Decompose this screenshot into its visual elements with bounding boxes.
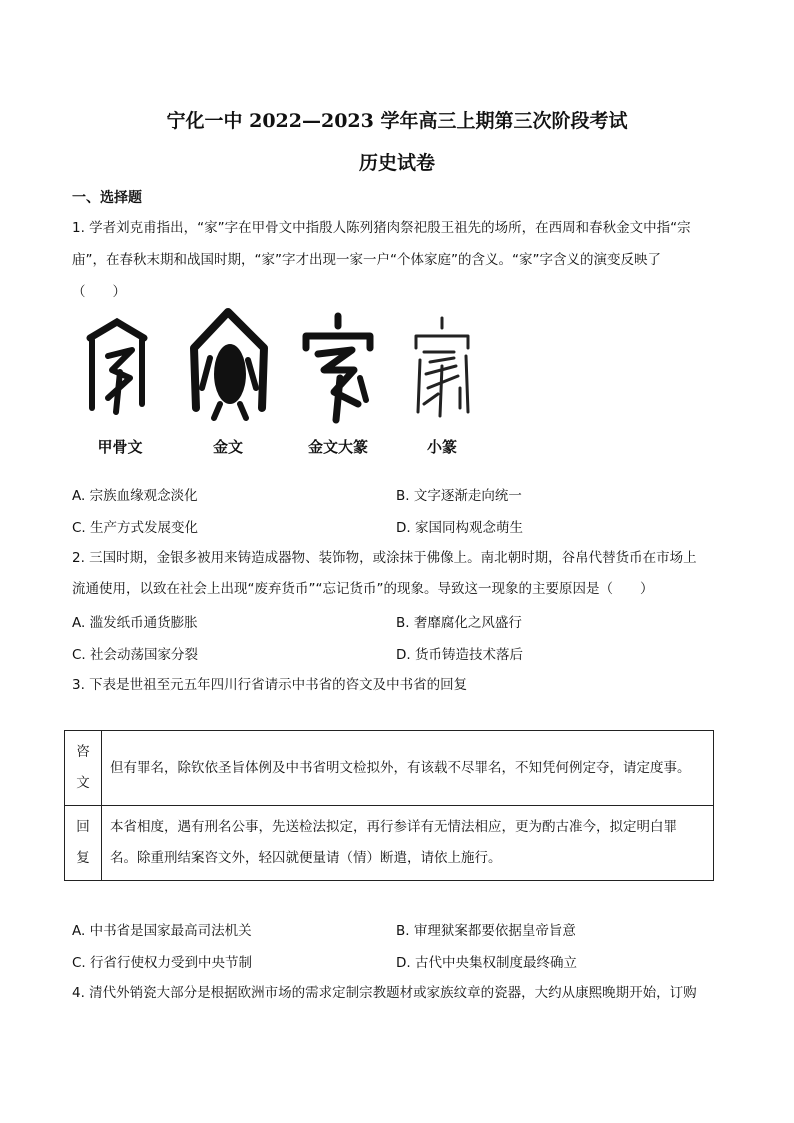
bronze-glyph — [180, 308, 276, 468]
q1-option-d[interactable]: D. 家国同构观念萌生 — [396, 520, 523, 536]
table-row-header: 回 复 — [65, 806, 102, 881]
q3-option-a[interactable]: A. 中书省是国家最高司法机关 — [72, 923, 252, 939]
q2-option-d[interactable]: D. 货币铸造技术落后 — [396, 647, 523, 663]
q3-option-b[interactable]: B. 审理狱案都要依据皇帝旨意 — [396, 923, 576, 939]
glyph-label-oracle: 甲骨文 — [97, 438, 143, 456]
q3-option-d[interactable]: D. 古代中央集权制度最终确立 — [396, 955, 577, 971]
glyph-label-bronze: 金文 — [212, 438, 243, 456]
q1-line-1: 1. 学者刘克甫指出，“家”字在甲骨文中指殷人陈列猪肉祭祀殷王祖先的场所，在西周和春秋金文中指“宗 — [72, 220, 691, 236]
q3-line: 3. 下表是世祖至元五年四川行省请示中书省的咨文及中书省的回复 — [72, 677, 468, 693]
table-row-content: 本省相度，遇有刑名公事，先送检法拟定，再行参详有无情法相应，更为酌古准今，拟定明白罪 名。除重刑结案咨文外，轻囚就便量请（情）断遣，请依上施行。 — [102, 806, 714, 881]
small-seal-glyph — [394, 308, 490, 468]
oracle-bone-glyph — [72, 308, 168, 468]
table-row — [65, 806, 714, 881]
table-row-content: 但有罪名，除钦依圣旨体例及中书省明文检拟外，有该载不尽罪名，不知凭何例定夺，请定度事。 — [102, 731, 714, 806]
glyph-label-small-seal: 小篆 — [426, 438, 457, 456]
table-row-header: 咨 文 — [65, 731, 102, 806]
q1-line-2: 庙”，在春秋末期和战国时期，“家”字才出现一家一户“个体家庭”的含义。“家”字含义的演变反映了 — [72, 252, 661, 268]
q2-line-1: 2. 三国时期，金银多被用来铸造成器物、装饰物，或涂抹于佛像上。南北朝时期，谷帛代替货币在市场上 — [72, 550, 697, 566]
q2-option-b[interactable]: B. 奢靡腐化之风盛行 — [396, 615, 522, 631]
q1-option-a[interactable]: A. 宗族血缘观念淡化 — [72, 488, 198, 504]
q1-line-3: （ ） — [72, 284, 126, 300]
q3-option-c[interactable]: C. 行省行使权力受到中央节制 — [72, 955, 253, 971]
exam-subtitle: 历史试卷 — [358, 152, 435, 174]
q2-line-2: 流通使用，以致在社会上出现“废弃货币”“忘记货币”的现象。导致这一现象的主要原因是（ ） — [72, 581, 654, 597]
great-seal-glyph — [290, 308, 386, 468]
q4-line: 4. 清代外销瓷大部分是根据欧洲市场的需求定制宗教题材或家族纹章的瓷器，大约从康熙晚期开始，订购 — [72, 985, 697, 1001]
q3-table — [64, 730, 714, 881]
glyph-evolution-figure — [72, 308, 492, 468]
table-row — [65, 731, 714, 806]
glyph-label-great-seal: 金文大篆 — [307, 438, 368, 456]
q1-option-c[interactable]: C. 生产方式发展变化 — [72, 520, 199, 536]
q2-option-c[interactable]: C. 社会动荡国家分裂 — [72, 647, 199, 663]
q2-option-a[interactable]: A. 滥发纸币通货膨胀 — [72, 615, 198, 631]
q1-option-b[interactable]: B. 文字逐渐走向统一 — [396, 488, 522, 504]
section-title: 一、选择题 — [72, 190, 142, 206]
exam-title: 宁化一中 2022—2023 学年高三上期第三次阶段考试 — [166, 110, 628, 132]
